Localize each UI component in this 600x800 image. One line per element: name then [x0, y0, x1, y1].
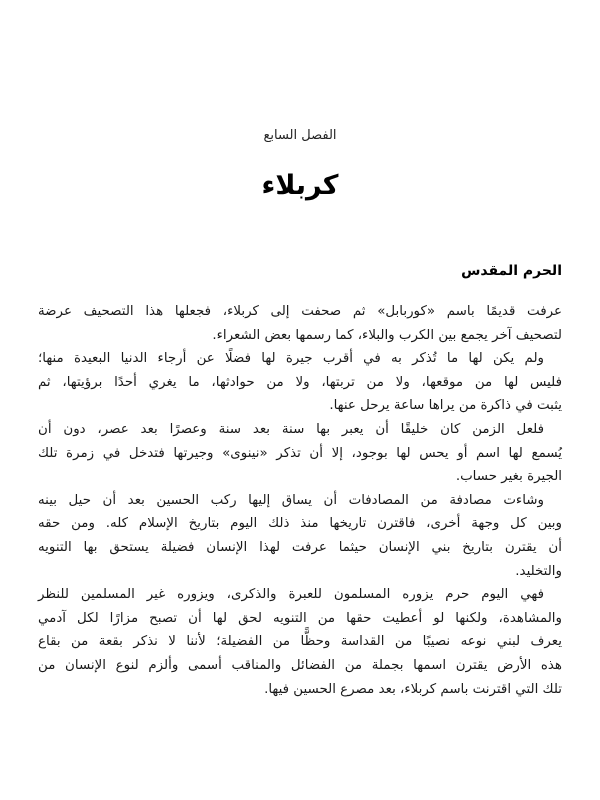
body-text — [38, 300, 562, 701]
text-line: فليس لها من موقعها، ولا من تربتها، ولا من حوادثها، ما يغري أحدًا برؤيتها، ثم — [38, 374, 562, 390]
paragraph-3 — [38, 418, 562, 489]
paragraph-4 — [38, 489, 562, 583]
text-line: فلعل الزمن كان خليقًا أن يعبر بها سنة بعد سنة وعصرًا بعد عصر، دون أن — [38, 421, 544, 437]
text-line: هذه الأرض يقترن اسمها بجملة من الفضائل والمناقب أسمى وألزم لنوع الإنسان من — [38, 657, 562, 673]
paragraph-5 — [38, 583, 562, 701]
text-line: تلك التي اقترنت باسم كربلاء، بعد مصرع الحسين فيها. — [264, 681, 562, 697]
chapter-label: الفصل السابع — [263, 128, 337, 143]
text-line: لتصحيف آخر يجمع بين الكرب والبلاء، كما رسمها بعض الشعراء. — [212, 327, 562, 343]
text-line: وبين كل وجهة أخرى، فاقترن تاريخها منذ ذلك اليوم بتاريخ الإسلام كله. ومن حقه — [38, 516, 562, 532]
text-line: الجيرة بغير حساب. — [455, 469, 562, 485]
text-line: ولم يكن لها ما تُذكر به في أقرب جيرة لها فضلًا عن أرجاء الدنيا البعيدة منها؛ — [38, 351, 544, 367]
text-line: يعرف لبني نوعه نصيبًا من القداسة وحظًّا من الفضيلة؛ لأننا لا نذكر بقعة من بقاع — [38, 634, 562, 650]
text-line: والتخليد. — [515, 563, 562, 579]
section-heading: الحرم المقدس — [461, 263, 562, 279]
text-line: وشاءت مصادفة من المصادفات أن يساق إليها ركب الحسين بعد أن حيل بينه — [38, 492, 544, 508]
text-line: فهي اليوم حرم يزوره المسلمون للعبرة والذكرى، ويزوره غير المسلمين للنظر — [38, 587, 544, 603]
paragraph-1 — [38, 300, 562, 347]
text-line: يثبت في ذاكرة من يراها ساعة يرحل عنها. — [329, 398, 562, 414]
text-line: والمشاهدة، ولكنها لو أعطيت حقها من التنويه لحق لها أن تصبح مزارًا لكل آدمي — [38, 610, 562, 626]
text-line: أن يقترن بتاريخ بني الإنسان حيثما عرفت لهذا الإنسان فضيلة يستحق بها التنويه — [38, 539, 562, 555]
paragraph-2 — [38, 347, 562, 418]
chapter-title: كربلاء — [261, 170, 339, 201]
text-line: يُسمع لها اسم أو يحس لها بوجود، إلا أن تذكر «نينوى» وجيرتها فتدخل في زمرة تلك — [38, 445, 562, 461]
text-line: عرفت قديمًا باسم «كوربابل» ثم صحفت إلى كربلاء، فجعلها هذا التصحيف عرضة — [38, 304, 562, 319]
